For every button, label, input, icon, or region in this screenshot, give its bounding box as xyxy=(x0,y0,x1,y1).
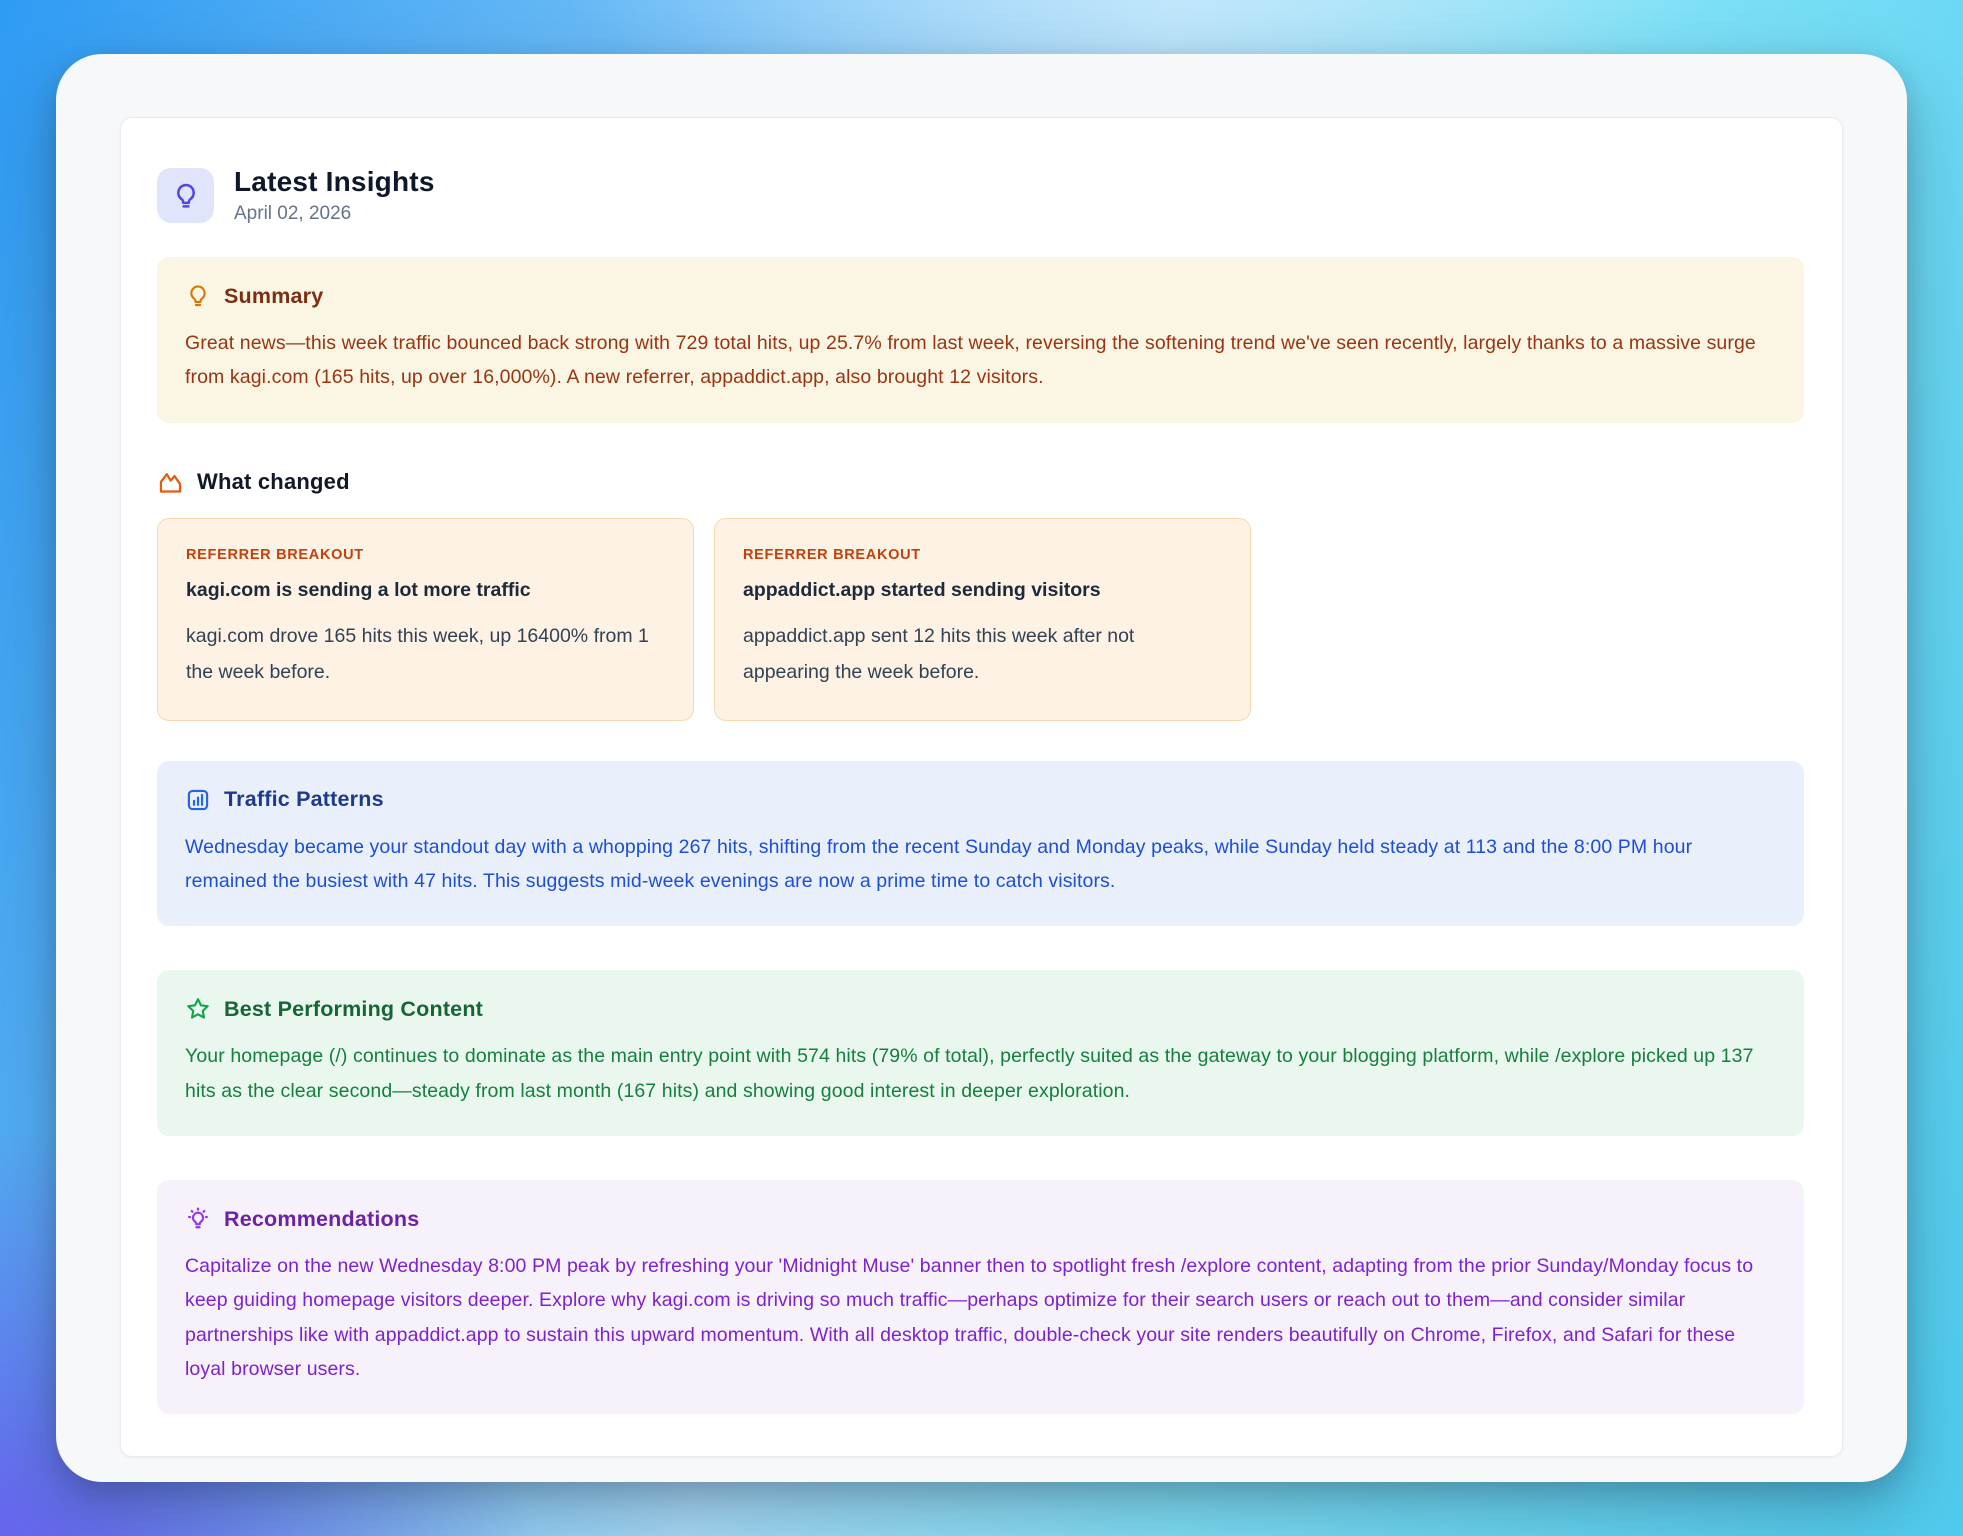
best-content-heading-row xyxy=(185,996,1776,1022)
traffic-patterns-text: Wednesday became your standout day with a whopping 267 hits, shifting from the recent Sunday and Monday peaks, while Sunday held steady at 113 and the 8:00 PM hour remained the busiest with 47 hits. This suggests mid-week evenings are now a prime time to catch visitors. xyxy=(185,835,1693,893)
header-text-block xyxy=(234,166,435,225)
breakout-card-title: kagi.com is sending a lot more traffic xyxy=(186,578,531,601)
recommendations-section xyxy=(157,1180,1804,1414)
star-icon xyxy=(185,996,211,1022)
summary-heading-row xyxy=(185,283,1776,309)
insights-badge xyxy=(157,168,214,223)
summary-title: Summary xyxy=(224,283,324,308)
panel-header xyxy=(157,166,1804,225)
breakout-card xyxy=(714,518,1251,721)
traffic-patterns-section xyxy=(157,761,1804,927)
breakout-cards-row xyxy=(157,518,1804,721)
best-content-title: Best Performing Content xyxy=(224,996,484,1021)
lightbulb-icon xyxy=(171,181,201,211)
trend-mountain-icon xyxy=(157,469,184,496)
best-content-section xyxy=(157,970,1804,1136)
traffic-patterns-title: Traffic Patterns xyxy=(224,787,384,812)
breakout-card-title: appaddict.app started sending visitors xyxy=(743,578,1101,601)
what-changed-heading-row xyxy=(157,469,1804,496)
summary-text: Great news—this week traffic bounced back strong with 729 total hits, up 25.7% from last week, reversing the softening trend we've seen recently, largely thanks to a massive surge from kagi.com (165 hits, up over 16,000%). A new referrer, appaddict.app, also brought 12 visitors. xyxy=(185,332,1756,389)
lightbulb-icon xyxy=(185,283,211,309)
page-title: Latest Insights xyxy=(234,166,435,197)
lit-lightbulb-icon xyxy=(185,1206,211,1232)
latest-insights-panel xyxy=(120,117,1843,1457)
traffic-patterns-heading-row xyxy=(185,787,1776,813)
recommendations-heading-row xyxy=(185,1206,1776,1232)
breakout-card-label: REFERRER BREAKOUT xyxy=(743,546,921,563)
summary-section xyxy=(157,257,1804,423)
breakout-card xyxy=(157,518,694,721)
what-changed-title: What changed xyxy=(197,469,350,495)
insights-window xyxy=(56,54,1907,1482)
bar-chart-icon xyxy=(185,787,211,813)
report-date: April 02, 2026 xyxy=(234,203,352,224)
best-content-text: Your homepage (/) continues to dominate as the main entry point with 574 hits (79% of total), perfectly suited as the gateway to your blogging platform, while /explore picked up 137 hits as the clear second—steady from last month (167 hits) and showing good interest in deeper exploration. xyxy=(185,1045,1754,1102)
recommendations-text: Capitalize on the new Wednesday 8:00 PM peak by refreshing your 'Midnight Muse' banner then to spotlight fresh /explore content, adapting from the prior Sunday/Monday focus to keep guiding homepage visitors deeper. Explore why kagi.com is driving so much traffic—perhaps optimize for their search users or reach out to them—and consider similar partnerships like with appaddict.app to sustain this upward momentum. With all desktop traffic, double-check your site renders beautifully on Chrome, Firefox, and Safari for these loyal browser users. xyxy=(185,1255,1754,1380)
breakout-card-body: kagi.com drove 165 hits this week, up 16400% from 1 the week before. xyxy=(186,624,649,683)
breakout-card-label: REFERRER BREAKOUT xyxy=(186,546,364,563)
breakout-card-body: appaddict.app sent 12 hits this week after not appearing the week before. xyxy=(743,624,1135,683)
recommendations-title: Recommendations xyxy=(224,1206,420,1231)
